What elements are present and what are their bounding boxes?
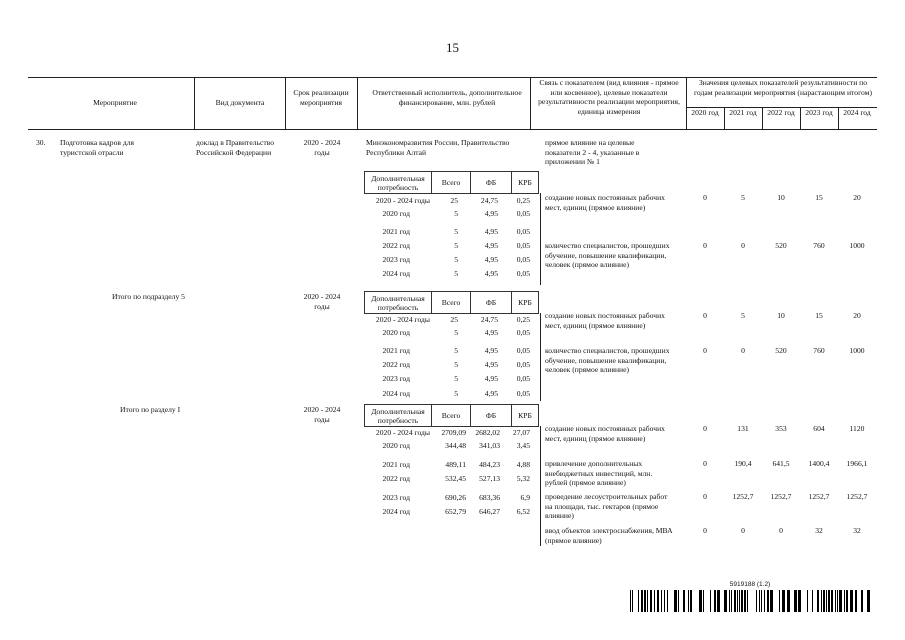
fin-krb: 0,25 <box>516 196 530 205</box>
indicator-value: 1252,7 <box>846 492 868 501</box>
row-term: 2020 - 2024 годы <box>303 138 341 157</box>
indicator-value: 0 <box>741 241 745 250</box>
indicator-value: 32 <box>815 526 823 535</box>
section-total-label: Итого по разделу I <box>120 405 181 414</box>
indicator-value: 0 <box>703 241 707 250</box>
fin-krb-label: КРБ <box>512 405 539 427</box>
indicator-value: 5 <box>741 311 745 320</box>
indicator-value: 0 <box>703 492 707 501</box>
indicator-value: 760 <box>813 241 825 250</box>
fin-period: 2024 год <box>382 269 410 278</box>
fin-total: 5 <box>454 328 458 337</box>
indicator-value: 0 <box>703 346 707 355</box>
fin-fb: 4,95 <box>484 389 498 398</box>
fin-header-table <box>364 291 539 314</box>
fin-total-label: Всего <box>432 405 471 427</box>
header-year: 2023 год <box>805 108 833 117</box>
header-term: Срок реализации мероприятия <box>293 88 349 107</box>
header-values-title: Значения целевых показателей результативности по годам реализации мероприятия (нарастающим итогом) <box>694 78 872 97</box>
indicator-value: 0 <box>779 526 783 535</box>
indicator-value: 190,4 <box>734 459 752 468</box>
fin-fb: 683,36 <box>479 493 500 502</box>
fin-period: 2020 - 2024 годы <box>375 428 430 437</box>
fin-krb: 0,05 <box>516 209 530 218</box>
fin-total: 690,26 <box>445 493 466 502</box>
fin-header-table <box>364 404 539 427</box>
fin-period: 2021 год <box>382 346 410 355</box>
fin-krb: 5,32 <box>516 474 530 483</box>
fin-total: 5 <box>454 209 458 218</box>
fin-total: 652,79 <box>445 507 466 516</box>
fin-period: 2024 год <box>382 507 410 516</box>
indicator-value: 1000 <box>849 241 865 250</box>
fin-total: 5 <box>454 241 458 250</box>
fin-krb: 0,25 <box>516 315 530 324</box>
link-col-left <box>540 313 541 401</box>
fin-period: 2020 год <box>382 441 410 450</box>
barcode-graphic <box>630 590 870 612</box>
indicator-value: 15 <box>815 193 823 202</box>
fin-need-label: Дополнительная потребность <box>365 405 432 427</box>
fin-period: 2020 год <box>382 328 410 337</box>
barcode-caption: 5919188 (1.2) <box>729 581 771 588</box>
fin-krb: 6,52 <box>516 507 530 516</box>
fin-total-label: Всего <box>432 292 471 314</box>
fin-krb: 0,05 <box>516 255 530 264</box>
indicator-value: 5 <box>741 193 745 202</box>
fin-krb-label: КРБ <box>512 172 539 194</box>
indicator-value: 131 <box>737 424 749 433</box>
fin-total: 5 <box>454 374 458 383</box>
fin-fb: 341,03 <box>479 441 500 450</box>
fin-fb: 4,95 <box>484 209 498 218</box>
indicator-value: 1400,4 <box>808 459 830 468</box>
fin-krb: 0,05 <box>516 241 530 250</box>
fin-fb: 2682,02 <box>475 428 500 437</box>
indicator-value: 0 <box>703 193 707 202</box>
indicator-value: 0 <box>703 424 707 433</box>
indicator-value: 1120 <box>849 424 865 433</box>
fin-fb: 4,95 <box>484 360 498 369</box>
fin-period: 2022 год <box>382 241 410 250</box>
indicator-text: количество специалистов, прошедших обучение, повышение квалификации, человек (прямое влияние) <box>545 241 670 270</box>
fin-total: 5 <box>454 389 458 398</box>
fin-fb: 4,95 <box>484 269 498 278</box>
fin-period: 2020 - 2024 годы <box>375 315 430 324</box>
fin-total: 5 <box>454 269 458 278</box>
fin-total: 5 <box>454 360 458 369</box>
indicator-value: 0 <box>703 311 707 320</box>
fin-total: 344,48 <box>445 441 466 450</box>
fin-fb-label: ФБ <box>471 172 512 194</box>
fin-fb: 4,95 <box>484 227 498 236</box>
fin-fb: 646,27 <box>479 507 500 516</box>
fin-krb: 0,05 <box>516 346 530 355</box>
indicator-value: 520 <box>775 346 787 355</box>
fin-fb-label: ФБ <box>471 405 512 427</box>
indicator-text: количество специалистов, прошедших обучение, повышение квалификации, человек (прямое влияние) <box>545 346 670 375</box>
fin-fb: 24,75 <box>480 196 498 205</box>
header-link: Связь с показателем (вид влияния - прямое или косвенное), целевые показатели результативности реализации мероприятия, единица измерения <box>538 78 680 116</box>
fin-krb: 0,05 <box>516 328 530 337</box>
header-responsible: Ответственный исполнитель, дополнительное финансирование, млн. рублей <box>372 88 522 107</box>
fin-period: 2022 год <box>382 474 410 483</box>
fin-period: 2021 год <box>382 460 410 469</box>
indicator-text: создание новых постоянных рабочих мест, единиц (прямое влияние) <box>545 424 665 443</box>
fin-period: 2023 год <box>382 255 410 264</box>
fin-total: 532,45 <box>445 474 466 483</box>
row-number: 30. <box>36 138 46 147</box>
fin-period: 2020 год <box>382 209 410 218</box>
indicator-text: привлечение дополнительных внебюджетных инвестиций, млн. рублей (прямое влияние) <box>545 459 653 488</box>
fin-fb: 4,95 <box>484 374 498 383</box>
link-col-left <box>540 193 541 285</box>
indicator-text: создание новых постоянных рабочих мест, единиц (прямое влияние) <box>545 193 665 212</box>
indicator-value: 604 <box>813 424 825 433</box>
fin-total: 25 <box>450 196 458 205</box>
fin-fb: 4,95 <box>484 328 498 337</box>
indicator-value: 15 <box>815 311 823 320</box>
indicator-value: 10 <box>777 193 785 202</box>
header-measure: Мероприятие <box>93 98 137 107</box>
indicator-text: создание новых постоянных рабочих мест, единиц (прямое влияние) <box>545 311 665 330</box>
indicator-value: 0 <box>741 346 745 355</box>
fin-krb: 0,05 <box>516 374 530 383</box>
fin-period: 2022 год <box>382 360 410 369</box>
page-number: 15 <box>446 40 459 55</box>
col-sep <box>357 77 358 129</box>
subsection-total-label: Итого по подразделу 5 <box>112 292 185 301</box>
row-doc-type: доклад в Правительство Российской Федерации <box>196 138 275 157</box>
header-doc-type: Вид документа <box>215 98 265 107</box>
fin-fb: 24,75 <box>480 315 498 324</box>
fin-fb: 4,95 <box>484 346 498 355</box>
fin-krb: 27,07 <box>512 428 530 437</box>
fin-total: 5 <box>454 255 458 264</box>
indicator-value: 1252,7 <box>808 492 830 501</box>
fin-krb-label: КРБ <box>512 292 539 314</box>
fin-fb-label: ФБ <box>471 292 512 314</box>
col-sep <box>530 77 531 129</box>
fin-total: 489,11 <box>445 460 466 469</box>
indicator-text: ввод объектов электроснабжения, МВА (прямое влияние) <box>545 526 673 545</box>
indicator-value: 353 <box>775 424 787 433</box>
fin-period: 2023 год <box>382 374 410 383</box>
fin-krb: 0,05 <box>516 360 530 369</box>
indicator-value: 0 <box>741 526 745 535</box>
row-measure: Подготовка кадров для туристской отрасли <box>60 138 135 157</box>
indicator-value: 1966,1 <box>846 459 868 468</box>
col-sep <box>686 77 687 129</box>
fin-fb: 4,95 <box>484 255 498 264</box>
fin-krb: 6,9 <box>520 493 530 502</box>
fin-total: 2709,09 <box>441 428 466 437</box>
fin-krb: 0,05 <box>516 269 530 278</box>
indicator-value: 32 <box>853 526 861 535</box>
indicator-value: 20 <box>853 193 861 202</box>
fin-period: 2021 год <box>382 227 410 236</box>
fin-krb: 4,88 <box>516 460 530 469</box>
header-year: 2024 год <box>843 108 871 117</box>
fin-total: 5 <box>454 346 458 355</box>
fin-need-label: Дополнительная потребность <box>365 292 432 314</box>
col-sep <box>194 77 195 129</box>
row-term: 2020 - 2024 годы <box>303 292 341 311</box>
indicator-value: 520 <box>775 241 787 250</box>
fin-header-table <box>364 171 539 194</box>
fin-krb: 3,45 <box>516 441 530 450</box>
indicator-value: 760 <box>813 346 825 355</box>
fin-krb: 0,05 <box>516 389 530 398</box>
fin-fb: 4,95 <box>484 241 498 250</box>
indicator-value: 20 <box>853 311 861 320</box>
fin-fb: 484,23 <box>479 460 500 469</box>
fin-period: 2020 - 2024 годы <box>375 196 430 205</box>
link-col-left <box>540 426 541 546</box>
fin-need-label: Дополнительная потребность <box>365 172 432 194</box>
indicator-text: проведение лесоустроительных работ на площади, тыс. гектаров (прямое влияние) <box>545 492 668 521</box>
fin-krb: 0,05 <box>516 227 530 236</box>
indicator-value: 641,5 <box>772 459 790 468</box>
indicator-value: 0 <box>703 526 707 535</box>
fin-period: 2024 год <box>382 389 410 398</box>
header-bottom-rule <box>28 129 877 130</box>
header-year: 2022 год <box>767 108 795 117</box>
row-responsible: Минэкономразвития России, Правительство Республики Алтай <box>366 138 510 157</box>
indicator-value: 10 <box>777 311 785 320</box>
row-link-top: прямое влияние на целевые показатели 2 - 4, указанные в приложении № 1 <box>545 138 640 167</box>
indicator-value: 1252,7 <box>770 492 792 501</box>
header-year: 2021 год <box>729 108 757 117</box>
fin-fb: 527,13 <box>479 474 500 483</box>
fin-total: 5 <box>454 227 458 236</box>
fin-total: 25 <box>450 315 458 324</box>
fin-total-label: Всего <box>432 172 471 194</box>
indicator-value: 1252,7 <box>732 492 754 501</box>
row-term: 2020 - 2024 годы <box>303 405 341 424</box>
header-year: 2020 год <box>691 108 719 117</box>
indicator-value: 0 <box>703 459 707 468</box>
fin-period: 2023 год <box>382 493 410 502</box>
col-sep <box>285 77 286 129</box>
indicator-value: 1000 <box>849 346 865 355</box>
